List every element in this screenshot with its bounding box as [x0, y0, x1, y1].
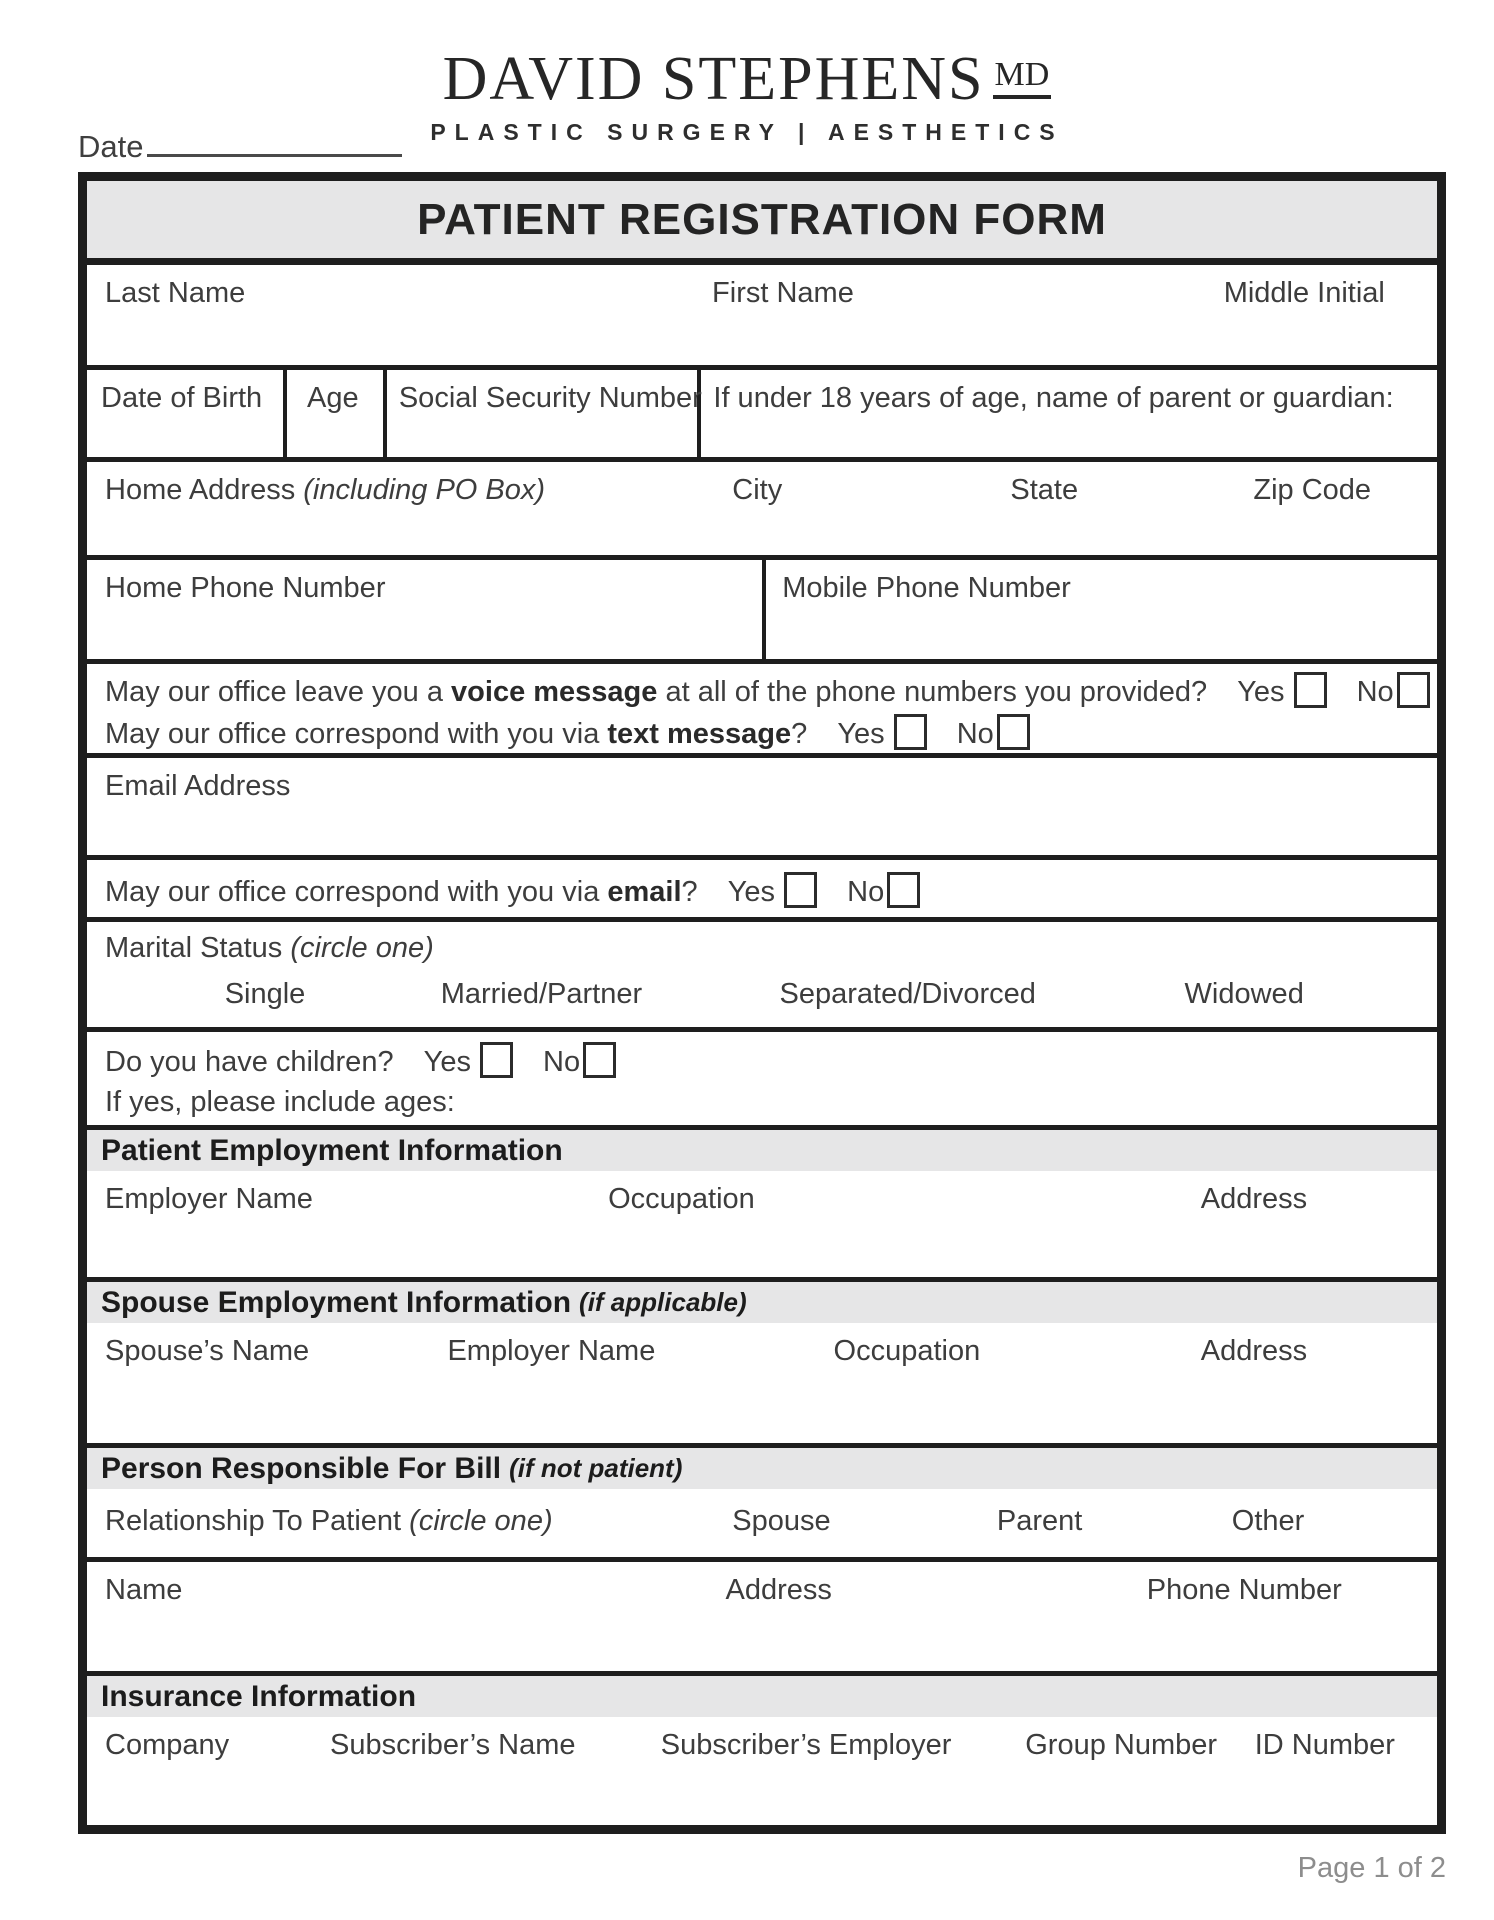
subscriber-name-label: Subscriber’s Name	[330, 1729, 576, 1761]
marital-option-widowed[interactable]: Widowed	[1184, 978, 1304, 1010]
practice-name-suffix: MD	[993, 56, 1052, 99]
text-no-checkbox[interactable]	[997, 714, 1030, 750]
first-name-label: First Name	[712, 277, 854, 309]
spouse-employer-label: Employer Name	[447, 1335, 656, 1367]
contact-consent-row	[87, 659, 1437, 753]
marital-option-single[interactable]: Single	[224, 978, 306, 1010]
date-input-line[interactable]	[147, 128, 402, 157]
marital-option-married[interactable]: Married/Partner	[440, 978, 643, 1010]
employer-name-label: Employer Name	[105, 1183, 313, 1215]
relationship-option-parent[interactable]: Parent	[996, 1505, 1083, 1537]
address-row[interactable]	[87, 457, 1437, 555]
last-name-label: Last Name	[105, 277, 246, 309]
voice-message-question: May our office leave you a voice message at all of the phone numbers you provided? Yes No	[105, 672, 1430, 709]
date-label: Date	[78, 129, 144, 164]
age-label: Age	[307, 382, 359, 414]
page-indicator: Page 1 of 2	[1297, 1852, 1446, 1884]
email-yes-label: Yes	[727, 876, 776, 908]
section-title-note: (if not patient)	[509, 1453, 683, 1483]
responsible-address-label: Address	[725, 1574, 832, 1606]
children-ages-label: If yes, please include ages:	[105, 1086, 455, 1118]
section-patient-employment	[87, 1125, 1437, 1171]
text-no-label: No	[956, 718, 994, 750]
children-yes-label: Yes	[423, 1046, 471, 1078]
text-yes-checkbox[interactable]	[894, 714, 927, 750]
guardian-label: If under 18 years of age, name of parent or guardian:	[713, 382, 1394, 414]
home-address-note: (including PO Box)	[303, 474, 546, 506]
marital-status-row	[87, 917, 1437, 1027]
phone-row[interactable]	[87, 555, 1437, 659]
ssn-label: Social Security Number	[398, 382, 702, 414]
children-no-checkbox[interactable]	[583, 1042, 616, 1078]
voice-no-checkbox[interactable]	[1397, 672, 1430, 708]
email-label: Email Address	[105, 770, 291, 802]
insurance-row[interactable]	[87, 1717, 1437, 1825]
children-row[interactable]	[87, 1027, 1437, 1125]
dob-label: Date of Birth	[101, 382, 263, 414]
insurance-company-label: Company	[105, 1729, 230, 1761]
divider	[762, 560, 766, 659]
id-number-label: ID Number	[1254, 1729, 1395, 1761]
zip-label: Zip Code	[1253, 474, 1372, 506]
divider	[383, 370, 387, 457]
subscriber-employer-label: Subscriber’s Employer	[660, 1729, 952, 1761]
practice-tagline: PLASTIC SURGERY | AESTHETICS	[430, 119, 1064, 145]
spouse-employment-row[interactable]	[87, 1323, 1437, 1443]
marital-option-separated[interactable]: Separated/Divorced	[779, 978, 1036, 1010]
voice-yes-checkbox[interactable]	[1294, 672, 1327, 708]
email-no-label: No	[847, 876, 885, 908]
email-question: May our office correspond with you via email? Yes No	[105, 872, 920, 909]
home-phone-label: Home Phone Number	[105, 572, 386, 604]
section-title: Insurance Information	[101, 1679, 417, 1713]
responsible-person-row[interactable]	[87, 1557, 1437, 1671]
city-label: City	[732, 474, 783, 506]
patient-employment-row[interactable]	[87, 1171, 1437, 1277]
section-title-note: (if applicable)	[579, 1287, 747, 1317]
state-label: State	[1010, 474, 1079, 506]
section-insurance	[87, 1671, 1437, 1717]
section-title: Patient Employment Information	[101, 1133, 563, 1167]
practice-logo	[0, 44, 1494, 115]
section-title: Person Responsible For Bill	[101, 1451, 502, 1485]
responsible-name-label: Name	[105, 1574, 183, 1606]
relationship-option-other[interactable]: Other	[1231, 1505, 1305, 1537]
home-address-label: Home Address (including PO Box)	[105, 474, 546, 506]
registration-form	[78, 172, 1446, 1834]
spouse-occupation-label: Occupation	[833, 1335, 981, 1367]
email-yes-checkbox[interactable]	[784, 872, 817, 908]
section-responsible-bill	[87, 1443, 1437, 1489]
relationship-row	[87, 1489, 1437, 1557]
form-title-bar	[87, 181, 1437, 265]
children-no-label: No	[543, 1046, 581, 1078]
children-yes-checkbox[interactable]	[480, 1042, 513, 1078]
email-no-checkbox[interactable]	[887, 872, 920, 908]
name-row[interactable]	[87, 265, 1437, 365]
relationship-option-spouse[interactable]: Spouse	[732, 1505, 831, 1537]
email-consent-row	[87, 855, 1437, 917]
mobile-phone-label: Mobile Phone Number	[782, 572, 1071, 604]
employer-address-label: Address	[1200, 1183, 1308, 1215]
spouse-address-label: Address	[1200, 1335, 1308, 1367]
text-message-question: May our office correspond with you via text message? Yes No	[105, 714, 1030, 751]
email-row[interactable]	[87, 753, 1437, 855]
spouse-name-label: Spouse’s Name	[105, 1335, 310, 1367]
divider	[283, 370, 287, 457]
text-yes-label: Yes	[837, 718, 885, 750]
form-title: PATIENT REGISTRATION FORM	[417, 194, 1107, 244]
relationship-label: Relationship To Patient (circle one)	[105, 1505, 553, 1537]
section-title: Spouse Employment Information	[101, 1285, 572, 1319]
practice-name: DAVID STEPHENS	[442, 45, 985, 113]
responsible-phone-label: Phone Number	[1146, 1574, 1342, 1606]
group-number-label: Group Number	[1025, 1729, 1218, 1761]
section-spouse-employment	[87, 1277, 1437, 1323]
marital-status-label: Marital Status (circle one)	[105, 932, 434, 964]
middle-initial-label: Middle Initial	[1223, 277, 1385, 309]
occupation-label: Occupation	[608, 1183, 755, 1215]
voice-yes-label: Yes	[1237, 676, 1285, 708]
children-question: Do you have children? Yes No	[105, 1042, 616, 1079]
date-field	[78, 128, 402, 165]
dob-row[interactable]	[87, 365, 1437, 457]
voice-no-label: No	[1356, 676, 1394, 708]
